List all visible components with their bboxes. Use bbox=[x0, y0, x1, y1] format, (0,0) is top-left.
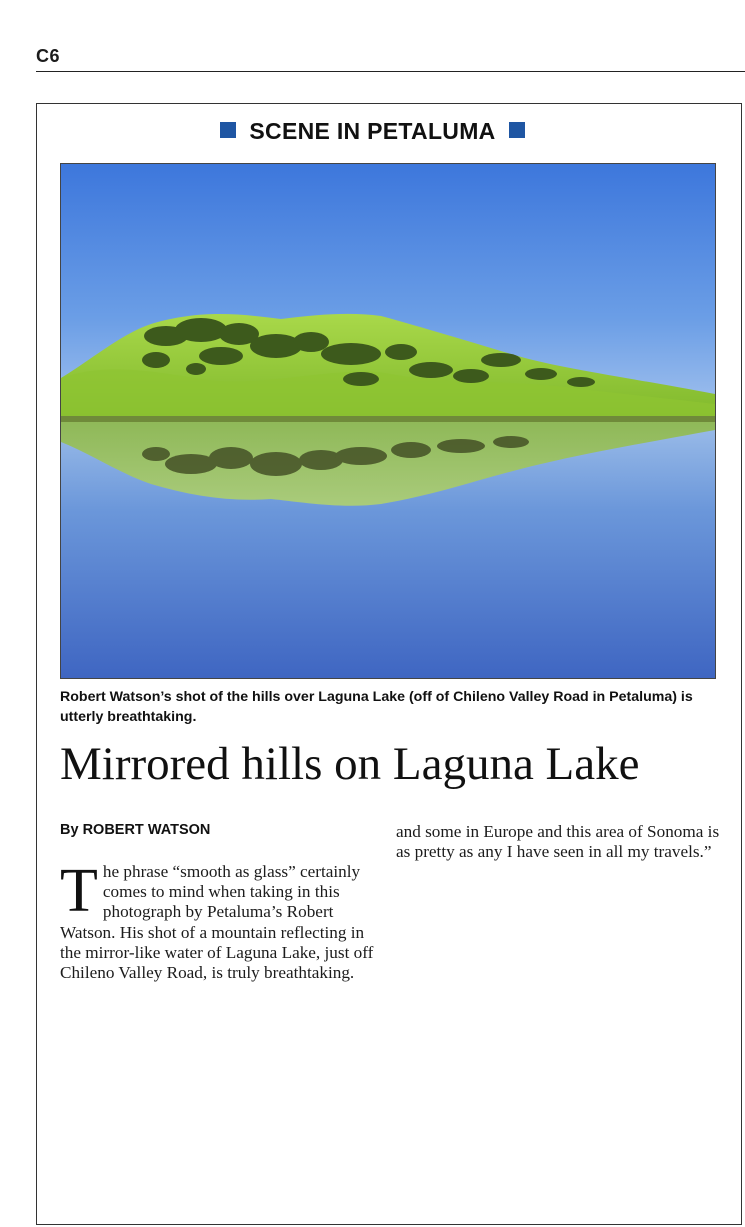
article-column-2 bbox=[396, 822, 721, 862]
drop-cap: T bbox=[60, 857, 98, 925]
square-bullet-icon bbox=[220, 122, 236, 138]
byline: By ROBERT WATSON bbox=[60, 822, 211, 838]
section-header bbox=[0, 118, 745, 145]
article-column-1 bbox=[60, 857, 378, 983]
section-title: SCENE IN PETALUMA bbox=[249, 118, 496, 144]
photo-caption: Robert Watson’s shot of the hills over Laguna Lake (off of Chileno Valley Road in Petaluma) is utterly breathtaking. bbox=[60, 689, 693, 725]
lake-photo bbox=[60, 163, 716, 679]
photo-illustration bbox=[61, 164, 715, 678]
article-paragraph bbox=[60, 857, 378, 983]
page-number: C6 bbox=[36, 46, 61, 66]
square-bullet-icon bbox=[509, 122, 525, 138]
paragraph-text: he phrase “smooth as glass” certainly comes to mind when taking in this photograph by Petaluma’s Robert Watson. His shot of a mountain reflecting in the mirror-like water of Laguna Lake, just off Chileno Valley Road, is truly breathtaking. bbox=[60, 862, 374, 983]
top-rule bbox=[36, 71, 745, 72]
headline: Mirrored hills on Laguna Lake bbox=[60, 738, 640, 790]
article-paragraph: and some in Europe and this area of Sonoma is as pretty as any I have seen in all my travels.” bbox=[396, 822, 720, 862]
